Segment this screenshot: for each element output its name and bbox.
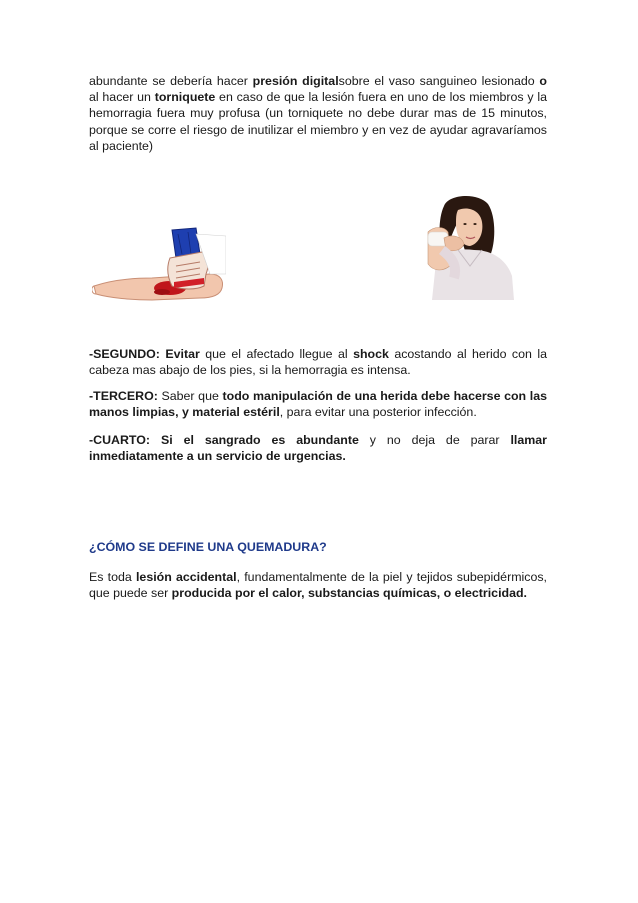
text-run: Saber que xyxy=(157,389,223,403)
bold-run: producida por el calor, substancias químicas, o electricidad. xyxy=(171,586,527,601)
text-run: al hacer un xyxy=(89,90,155,105)
woman-bandaged-wrist-illustration xyxy=(414,192,518,300)
pressure-on-wound-illustration xyxy=(92,224,226,302)
cuarto-paragraph xyxy=(89,432,547,464)
definition-paragraph xyxy=(89,569,547,601)
tercero-paragraph xyxy=(89,388,547,420)
bold-run: todo manipulación de una herida debe hacerse con las manos limpias, y material estéril xyxy=(89,389,547,420)
bold-run: -CUARTO: Si el sangrado es abundante xyxy=(89,433,359,447)
segundo-paragraph xyxy=(89,346,547,378)
text-run: acostando al herido con la cabeza mas abajo de los pies, si la hemorragia es intensa. xyxy=(89,347,548,378)
bold-run: shock xyxy=(353,347,389,361)
bold-run: lesión accidental xyxy=(135,570,237,584)
text-run: Es toda xyxy=(89,570,136,584)
text-run: que el afectado llegue al xyxy=(199,347,354,361)
bold-run: -TERCERO: xyxy=(89,389,158,403)
bold-run: o xyxy=(539,74,547,88)
bold-run: torniquete xyxy=(154,90,216,105)
intro-paragraph xyxy=(89,73,547,154)
bold-run: llamar inmediatamente a un servicio de urgencias. xyxy=(89,433,547,464)
section-heading: ¿CÓMO SE DEFINE UNA QUEMADURA? xyxy=(89,540,327,554)
text-run: , para evitar una posterior infección. xyxy=(279,405,477,420)
text-run: abundante se debería hacer xyxy=(89,74,253,88)
bold-run: presión digital xyxy=(252,74,339,88)
bold-run: -SEGUNDO: Evitar xyxy=(89,347,200,361)
text-run: y no deja de parar xyxy=(358,433,511,447)
text-run: , fundamentalmente de la piel y tejidos subepidérmicos, que puede ser xyxy=(89,570,547,601)
text-run: sobre el vaso sanguineo lesionado xyxy=(338,74,540,88)
text-run: en caso de que la lesión fuera en uno de los miembros y la hemorragia fuera muy profusa (un torniquete no debe durar mas de 15 minutos, porque se corre el riesgo de inutilizar el miembro y en vez de ayudar agravaríamos al paciente) xyxy=(89,90,547,153)
